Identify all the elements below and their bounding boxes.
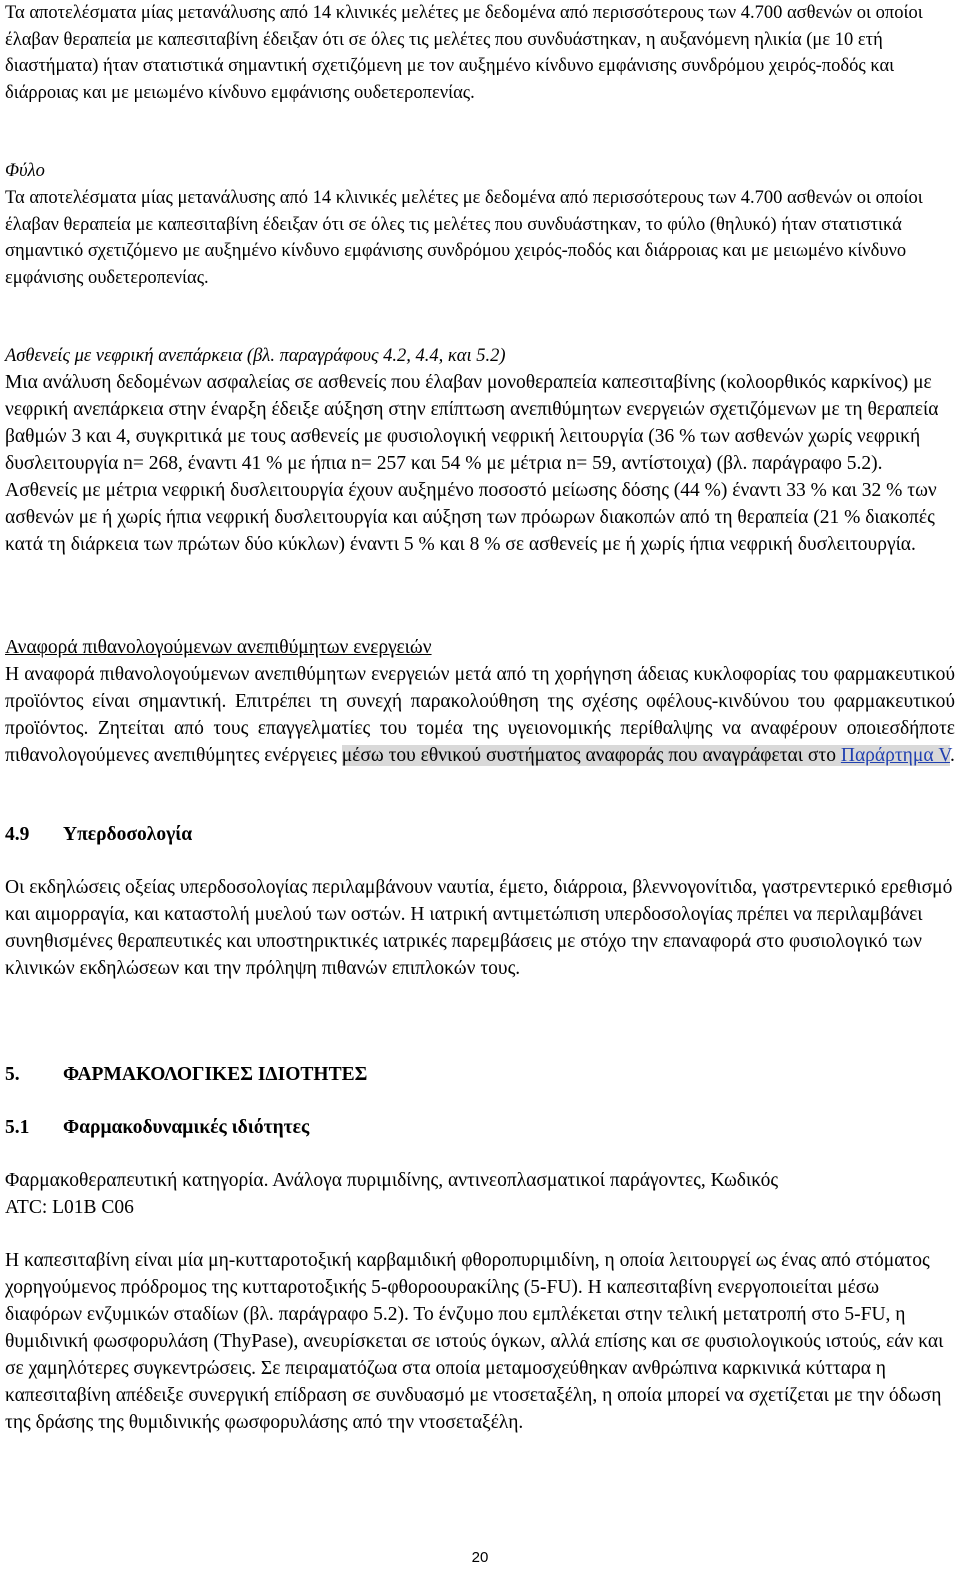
sex-paragraph: Τα αποτελέσματα μίας μετανάλυσης από 14 κλινικές μελέτες με δεδομένα από περισσότερους των 4.700 ασθενών οι οποίοι έλαβαν θεραπεία με καπεσιταβίνη έδειξαν ότι σε όλες τις μελέτες που συνδυάστηκαν, το φύλο (θηλυκό) ήταν στατιστικά σημαντικό σχετιζόμενο με αυξημένο κίνδυνο εμφάνισης συνδρόμου χειρός-ποδός και διάρροιας και με μειωμένο κίνδυνο εμφάνισης ουδετεροπενίας. xyxy=(5,188,923,288)
section-5-number: 5. xyxy=(5,1064,20,1085)
section-5-title: ΦΑΡΜΑΚΟΛΟΓΙΚΕΣ ΙΔΙΟΤΗΤΕΣ xyxy=(63,1064,368,1085)
overdose-paragraph: Οι εκδηλώσεις οξείας υπερδοσολογίας περιλαμβάνουν ναυτία, έμετο, διάρροια, βλεννογονίτιδα, γαστρεντερικό ερεθισμό και αιμορραγία, και καταστολή μυελού των οστών. Η ιατρική αντιμετώπιση υπερδοσολογίας πρέπει να περιλαμβάνει συνηθισμένες θεραπευτικές και υποστηρικτικές ιατρικές παρεμβάσεις με στόχο την επαναφορά στο φυσιολογικό των κλινικών εκδηλώσεων και την πρόληψη πιθανών επιπλοκών τους. xyxy=(5,877,953,979)
atc-line-1: Φαρμακοθεραπευτική κατηγορία. Ανάλογα πυριμιδίνης, αντινεοπλασματικοί παράγοντες, Κωδικός xyxy=(5,1170,779,1191)
reporting-heading: Αναφορά πιθανολογούμενων ανεπιθύμητων ενεργειών xyxy=(5,637,432,658)
section-5-heading xyxy=(5,1061,367,1088)
section-4-9-title: Υπερδοσολογία xyxy=(63,824,193,845)
section-5-1-number: 5.1 xyxy=(5,1117,30,1138)
reporting-text: Η αναφορά πιθανολογούμενων ανεπιθύμητων ενεργειών μετά από τη χορήγηση άδειας κυκλοφορίας του φαρμακευτικού προϊόντος είναι σημαντική. Επιτρέπει τη συνεχή παρακολούθηση της σχέσης οφέλους-κινδύνου του φαρμακευτικού προϊόντος. Ζητείται από τους επαγγελματίες του τομέα της υγειονομικής περίθαλψης να αναφέρουν οποιεσδήποτε πιθανολογούμενες ανεπιθύμητες ενέργειες xyxy=(5,664,955,766)
sex-subheading: Φύλο xyxy=(5,161,45,181)
renal-paragraph: Μια ανάλυση δεδομένων ασφαλείας σε ασθενείς που έλαβαν μονοθεραπεία καπεσιταβίνης (κολοορθικός καρκίνος) με νεφρική ανεπάρκεια στην έναρξη έδειξε αύξηση στην επίπτωση ανεπιθύμητων ενεργειών σχετιζόμενων με τη θεραπεία βαθμών 3 και 4, συγκριτικά με τους ασθενείς με φυσιολογική νεφρική λειτουργία (36 % των ασθενών χωρίς νεφρική δυσλειτουργία n= 268, έναντι 41 % με ήπια n= 257 και 54 % με μέτρια n= 59, αντίστοιχα) (βλ. παράγραφο 5.2). Ασθενείς με μέτρια νεφρική δυσλειτουργία έχουν αυξημένο ποσοστό μείωσης δόσης (44 %) έναντι 33 % και 32 % των ασθενών με ή χωρίς ήπια νεφρική δυσλειτουργία και αύξηση των πρόωρων διακοπών από τη θεραπεία (21 % διακοπές κατά τη διάρκεια των πρώτων δύο κύκλων) έναντι 5 % και 8 % σε ασθενείς με ή χωρίς ήπια νεφρική δυσλειτουργία. xyxy=(5,372,939,555)
section-4-9-number: 4.9 xyxy=(5,824,30,845)
mechanism-paragraph: Η καπεσιταβίνη είναι μία μη-κυτταροτοξική καρβαμιδική φθοροπυριμιδίνη, η οποία λειτουργεί ως ένας από στόματος χορηγούμενος πρόδρομος της κυτταροτοξικής 5-φθοροουρακίλης (5-FU). Η καπεσιταβίνη ενεργοποιείται μέσω διαφόρων ενζυμικών σταδίων (βλ. παράγραφο 5.2). Το ένζυμο που εμπλέκεται στην τελική μετατροπή στο 5-FU, η θυμιδινική φωσφορυλάση (ThyPase), ανευρίσκεται σε ιστούς όγκων, αλλά επίσης και σε φυσιολογικούς ιστούς, εάν και σε χαμηλότερες συγκεντρώσεις. Σε πειραματόζωα στα οποία μεταμοσχεύθηκαν ανθρώπινα καρκινικά κύτταρα η καπεσιταβίνη απέδειξε συνεργική επίδραση σε συνδυασμό με ντοσεταξέλη, η οποία μπορεί να σχετίζεται με την όδωση της δράσης της θυμιδινικής φωσφορυλάσης από την ντοσεταξέλη. xyxy=(5,1250,944,1433)
section-5-1-title: Φαρμακοδυναμικές ιδιότητες xyxy=(63,1117,310,1138)
age-paragraph: Τα αποτελέσματα μίας μετανάλυσης από 14 κλινικές μελέτες με δεδομένα από περισσότερους των 4.700 ασθενών οι οποίοι έλαβαν θεραπεία με καπεσιταβίνη έδειξαν ότι σε όλες τις μελέτες που συνδυάστηκαν, η αυξανόμενη ηλικία (με 10 ετή διαστήματα) ήταν στατιστικά σημαντική σχετιζόμενη με τον αυξημένο κίνδυνο εμφάνισης συνδρόμου χειρός-ποδός και διάρροιας και με μειωμένο κίνδυνο εμφάνισης ουδετεροπενίας. xyxy=(5,3,923,103)
reporting-end: . xyxy=(950,745,955,766)
atc-line-2: ATC: L01B C06 xyxy=(5,1197,134,1218)
reporting-highlight-text: μέσω του εθνικού συστήματος αναφοράς που αναγράφεται στο xyxy=(341,745,841,766)
reporting-highlight xyxy=(342,745,950,766)
reporting-paragraph xyxy=(5,661,955,769)
annex-v-link[interactable]: Παράρτημα V xyxy=(840,745,950,766)
page-number: 20 xyxy=(471,1549,489,1566)
renal-subheading: Ασθενείς με νεφρική ανεπάρκεια (βλ. παραγράφους 4.2, 4.4, και 5.2) xyxy=(5,346,506,366)
section-5-1-heading xyxy=(5,1114,309,1141)
section-4-9-heading xyxy=(5,821,192,848)
